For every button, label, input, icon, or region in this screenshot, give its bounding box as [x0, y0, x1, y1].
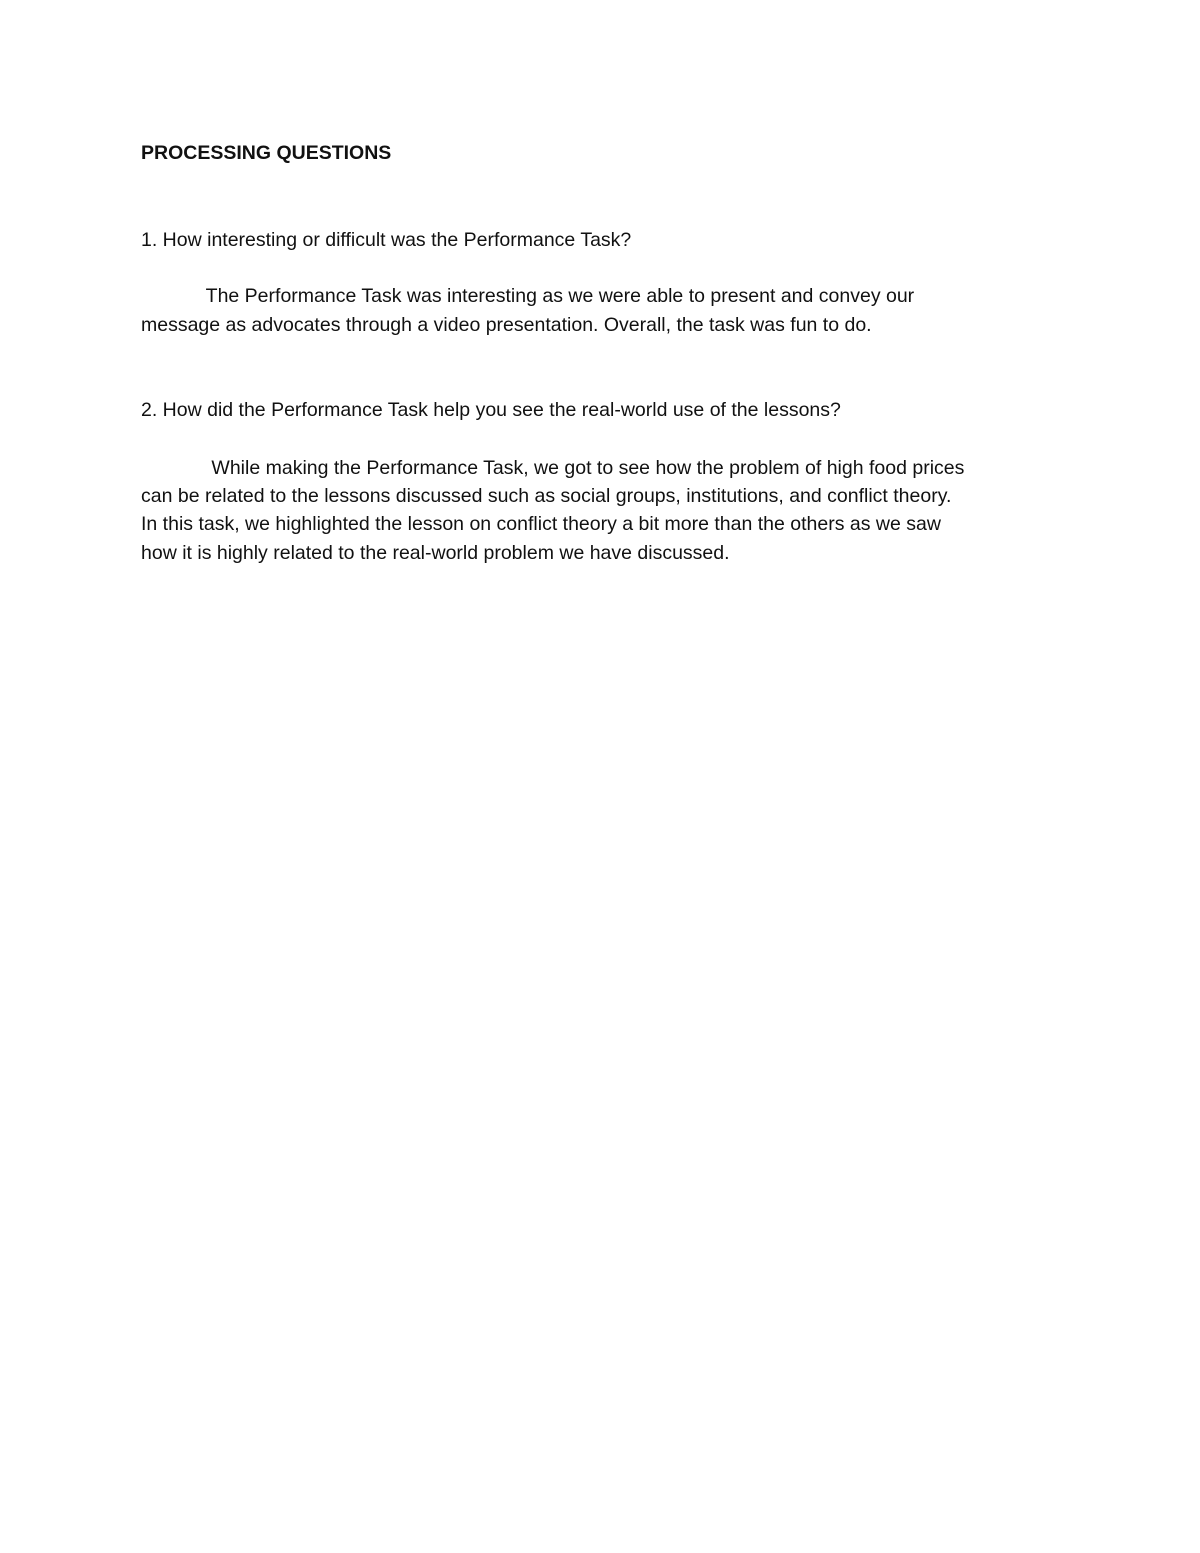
- page-title: PROCESSING QUESTIONS: [141, 142, 392, 164]
- answer-2-line-2: can be related to the lessons discussed such as social groups, institutions, and conflict theory.: [141, 485, 952, 507]
- answer-1-line-2: message as advocates through a video presentation. Overall, the task was fun to do.: [141, 314, 872, 336]
- question-2: 2. How did the Performance Task help you see the real-world use of the lessons?: [141, 399, 841, 421]
- question-1: 1. How interesting or difficult was the Performance Task?: [141, 229, 632, 251]
- answer-2-line-1: While making the Performance Task, we got to see how the problem of high food prices: [141, 457, 965, 479]
- answer-2-line-4: how it is highly related to the real-world problem we have discussed.: [141, 542, 730, 564]
- answer-2-line-3: In this task, we highlighted the lesson on conflict theory a bit more than the others as we saw: [141, 513, 941, 535]
- answer-1-line-1: The Performance Task was interesting as we were able to present and convey our: [141, 285, 915, 307]
